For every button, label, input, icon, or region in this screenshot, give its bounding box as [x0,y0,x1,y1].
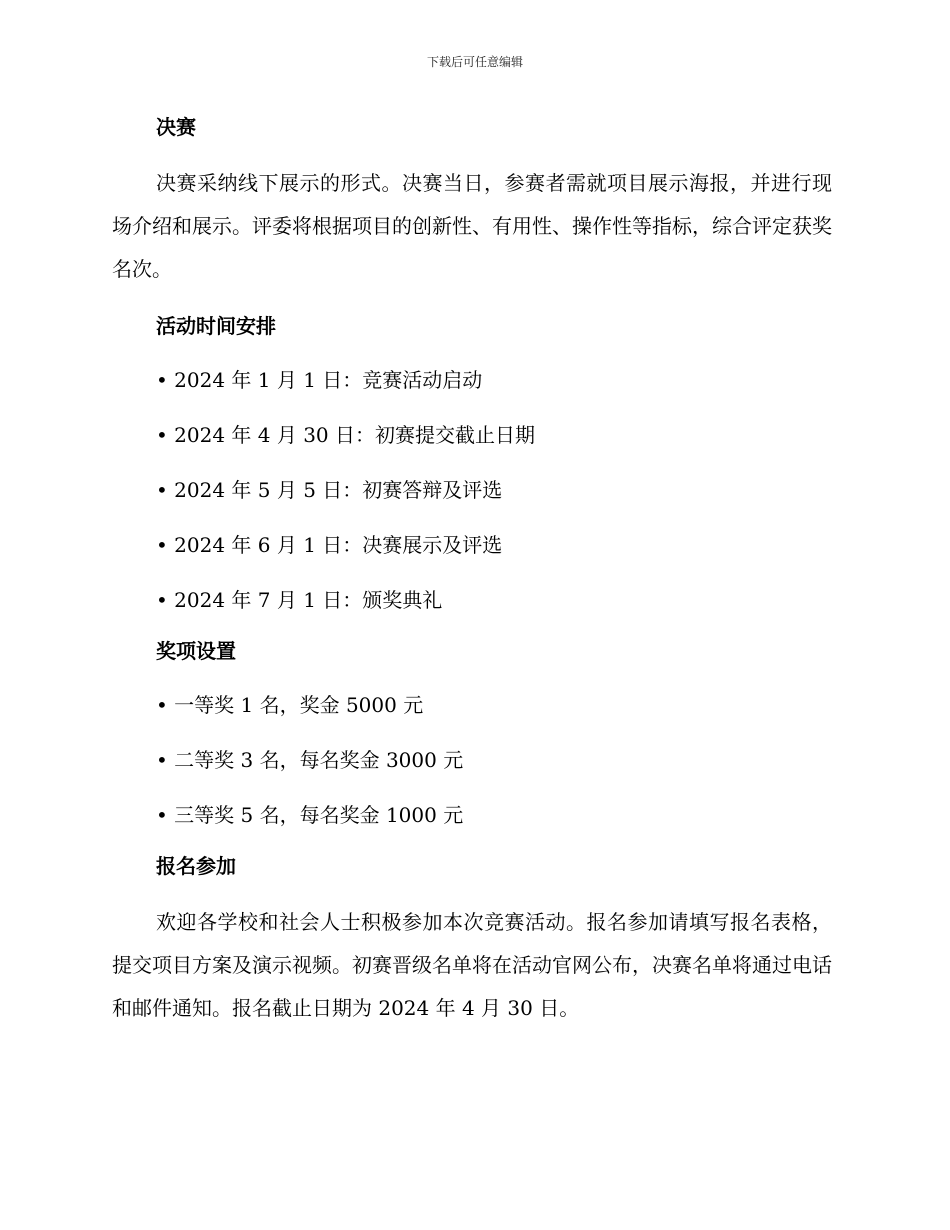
awards-list [112,678,832,843]
schedule-item: • 2024 年 5 月 5 日：初赛答辩及评选 [156,478,503,502]
award-item: • 一等奖 1 名，奖金 5000 元 [156,693,424,717]
section-title-schedule: 活动时间安排 [156,314,276,338]
schedule-item: • 2024 年 4 月 30 日：初赛提交截止日期 [156,423,536,447]
section-title-awards: 奖项设置 [156,639,236,663]
paragraph-final: 决赛采纳线下展示的形式。决赛当日，参赛者需就项目展示海报，并进行现场介绍和展示。评委将根据项目的创新性、有用性、操作性等指标，综合评定获奖名次。 [112,171,832,281]
schedule-item: • 2024 年 7 月 1 日：颁奖典礼 [156,588,443,612]
paragraph-registration: 欢迎各学校和社会人士积极参加本次竞赛活动。报名参加请填写报名表格，提交项目方案及演示视频。初赛晋级名单将在活动官网公布，决赛名单将通过电话和邮件通知。报名截止日期为 2024 年 4 月 30 日。 [112,910,832,1020]
document-body [112,108,832,1046]
page-header: 下载后可任意编辑 [426,55,523,69]
award-item: • 三等奖 5 名，每名奖金 1000 元 [156,803,464,827]
award-item: • 二等奖 3 名，每名奖金 3000 元 [156,748,464,772]
section-title-final: 决赛 [156,115,196,139]
schedule-list [112,353,832,628]
schedule-item: • 2024 年 1 月 1 日：竞赛活动启动 [156,368,483,392]
schedule-item: • 2024 年 6 月 1 日：决赛展示及评选 [156,533,503,557]
section-title-registration: 报名参加 [156,854,236,878]
